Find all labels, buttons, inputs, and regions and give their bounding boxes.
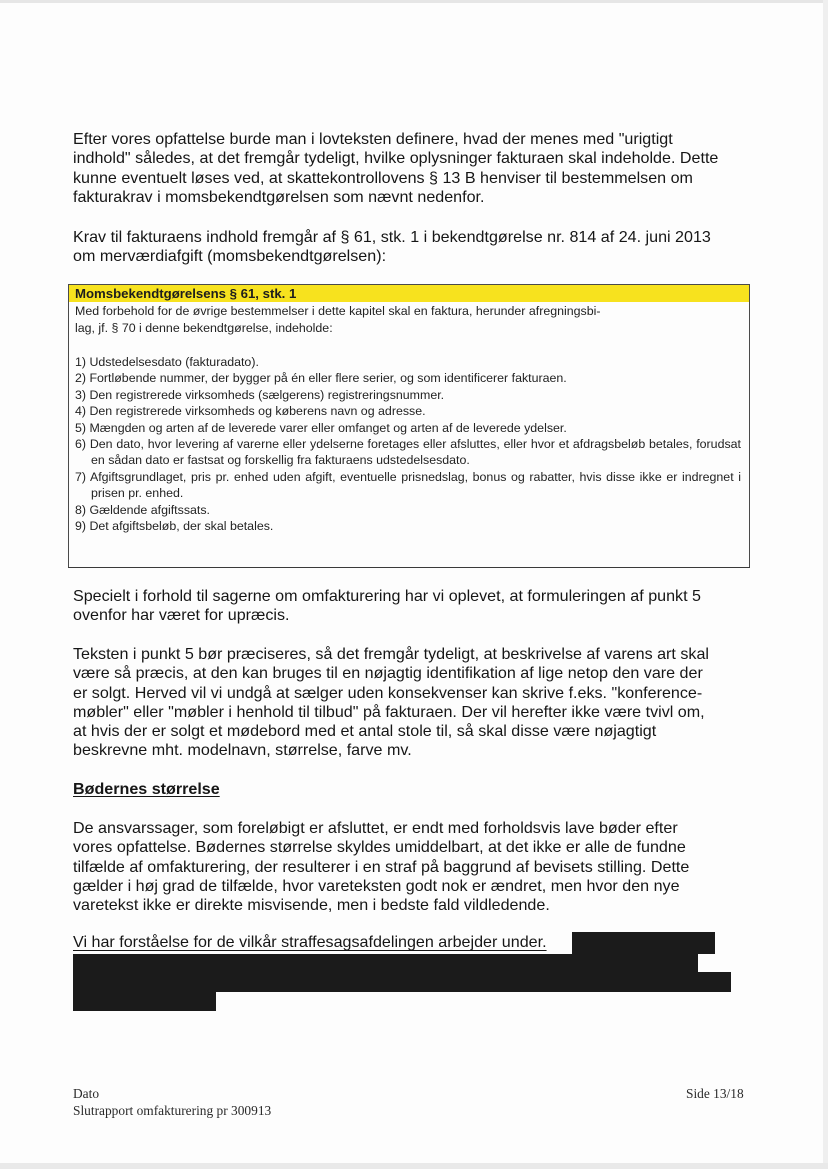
regulation-quote-box: [68, 284, 750, 567]
requirement-item-4: 4) Den registrerede virksomheds og køberens navn og adresse.: [75, 404, 426, 419]
redaction-block: [73, 954, 698, 973]
footer-date-label: Dato: [73, 1086, 100, 1101]
paragraph-point5-imprecise: Specielt i forhold til sagerne om omfakturering har vi oplevet, at formuleringen af punkt 5 ovenfor har været for upræcis.: [73, 587, 701, 625]
paragraph-invoice-content-definition: Efter vores opfattelse burde man i lovteksten definere, hvad der menes med "urigtigt indhold" således, at det fremgår tydeligt, hvilke oplysninger fakturaen skal indeholde. Dette kunne eventuelt løses ved, at skattekontrollovens § 13 B henviser til bestemmelsen om fakturakrav i momsbekendtgørelsen som nævnt nedenfor.: [73, 130, 719, 206]
scan-edge-bottom: [0, 1163, 828, 1169]
paragraph-invoice-requirements-intro: Krav til fakturaens indhold fremgår af § 61, stk. 1 i bekendtgørelse nr. 814 af 24. juni 2013 om merværdiafgift (momsbekendtgørelsen):: [73, 228, 711, 266]
paragraph-point5-clarification: Teksten i punkt 5 bør præciseres, så det fremgår tydeligt, at beskrivelse af varens art skal være så præcis, at den kan bruges til en nøjagtig identifikation af lige netop den vare der er solgt. Herved vil vi undgå at sælger uden konsekvenser kan skrive f.eks. "konference- møbler" eller "møbler i henhold til tilbud" på fakturaen. Der vil herefter ikke være tvivl om, at hvis der er solgt et mødebord med et antal stole til, så skal disse være nøjagtigt beskrevne mht. modelnavn, størrelse, farve mv.: [73, 645, 709, 760]
scan-edge-top: [0, 0, 828, 3]
requirement-list: [75, 354, 741, 534]
scan-edge-right: [823, 0, 828, 1169]
quote-intro: Med forbehold for de øvrige bestemmelser i dette kapitel skal en faktura, herunder afregningsbi- lag, jf. § 70 i denne bekendtgørelse, indeholde:: [75, 304, 601, 336]
requirement-item-3: 3) Den registrerede virksomheds (sælgerens) registreringsnummer.: [75, 387, 445, 402]
quote-title-highlight: [69, 285, 749, 302]
requirement-item-7: 7) Afgiftsgrundlaget, pris pr. enhed uden afgift, eventuelle prisnedslag, bonus og rabatter, hvis disse ikke er indregnet i prisen pr. enhed.: [75, 469, 741, 501]
redaction-block: [73, 991, 216, 1011]
requirement-item-6: 6) Den dato, hvor levering af varerne eller ydelserne foretages eller afsluttes, eller hvor et afdragsbeløb betales, forudsat en sådan dato er fastsat og forskellig fra fakturaens udstedelsesdato.: [75, 437, 741, 468]
requirement-item-5: 5) Mængden og arten af de leverede varer eller omfanget og arten af de leverede ydelser.: [75, 420, 567, 435]
footer-page-number: Side 13/18: [686, 1086, 744, 1101]
paragraph-understanding: Vi har forståelse for de vilkår straffesagsafdelingen arbejder under.: [73, 933, 547, 951]
quote-bottom-rule: [68, 567, 750, 568]
footer-report-title: Slutrapport omfakturering pr 300913: [73, 1103, 272, 1118]
requirement-item-1: 1) Udstedelsesdato (fakturadato).: [75, 355, 259, 369]
paragraph-fines-size: De ansvarssager, som foreløbigt er afsluttet, er endt med forholdsvis lave bøder efter vores opfattelse. Bødernes størrelse skyldes umiddelbart, at det ikke er alle de fundne tilfælde af omfakturering, der resulterer i en straf på baggrund af bevisets stilling. Dette gælder i høj grad de tilfælde, hvor vareteksten godt nok er ændret, men hvor den nye varetekst ikke er direkte misvisende, men i bedste fald vildledende.: [73, 819, 690, 915]
requirement-item-9: 9) Det afgiftsbeløb, der skal betales.: [75, 519, 274, 534]
requirement-item-8: 8) Gældende afgiftssats.: [75, 502, 210, 517]
requirement-item-2: 2) Fortløbende nummer, der bygger på én eller flere serier, og som identificerer fakturaen.: [75, 371, 567, 386]
section-heading-fines: Bødernes størrelse: [73, 780, 220, 798]
redaction-block: [73, 972, 731, 992]
quote-title: Momsbekendtgørelsens § 61, stk. 1: [75, 286, 297, 301]
redaction-block: [572, 932, 715, 954]
